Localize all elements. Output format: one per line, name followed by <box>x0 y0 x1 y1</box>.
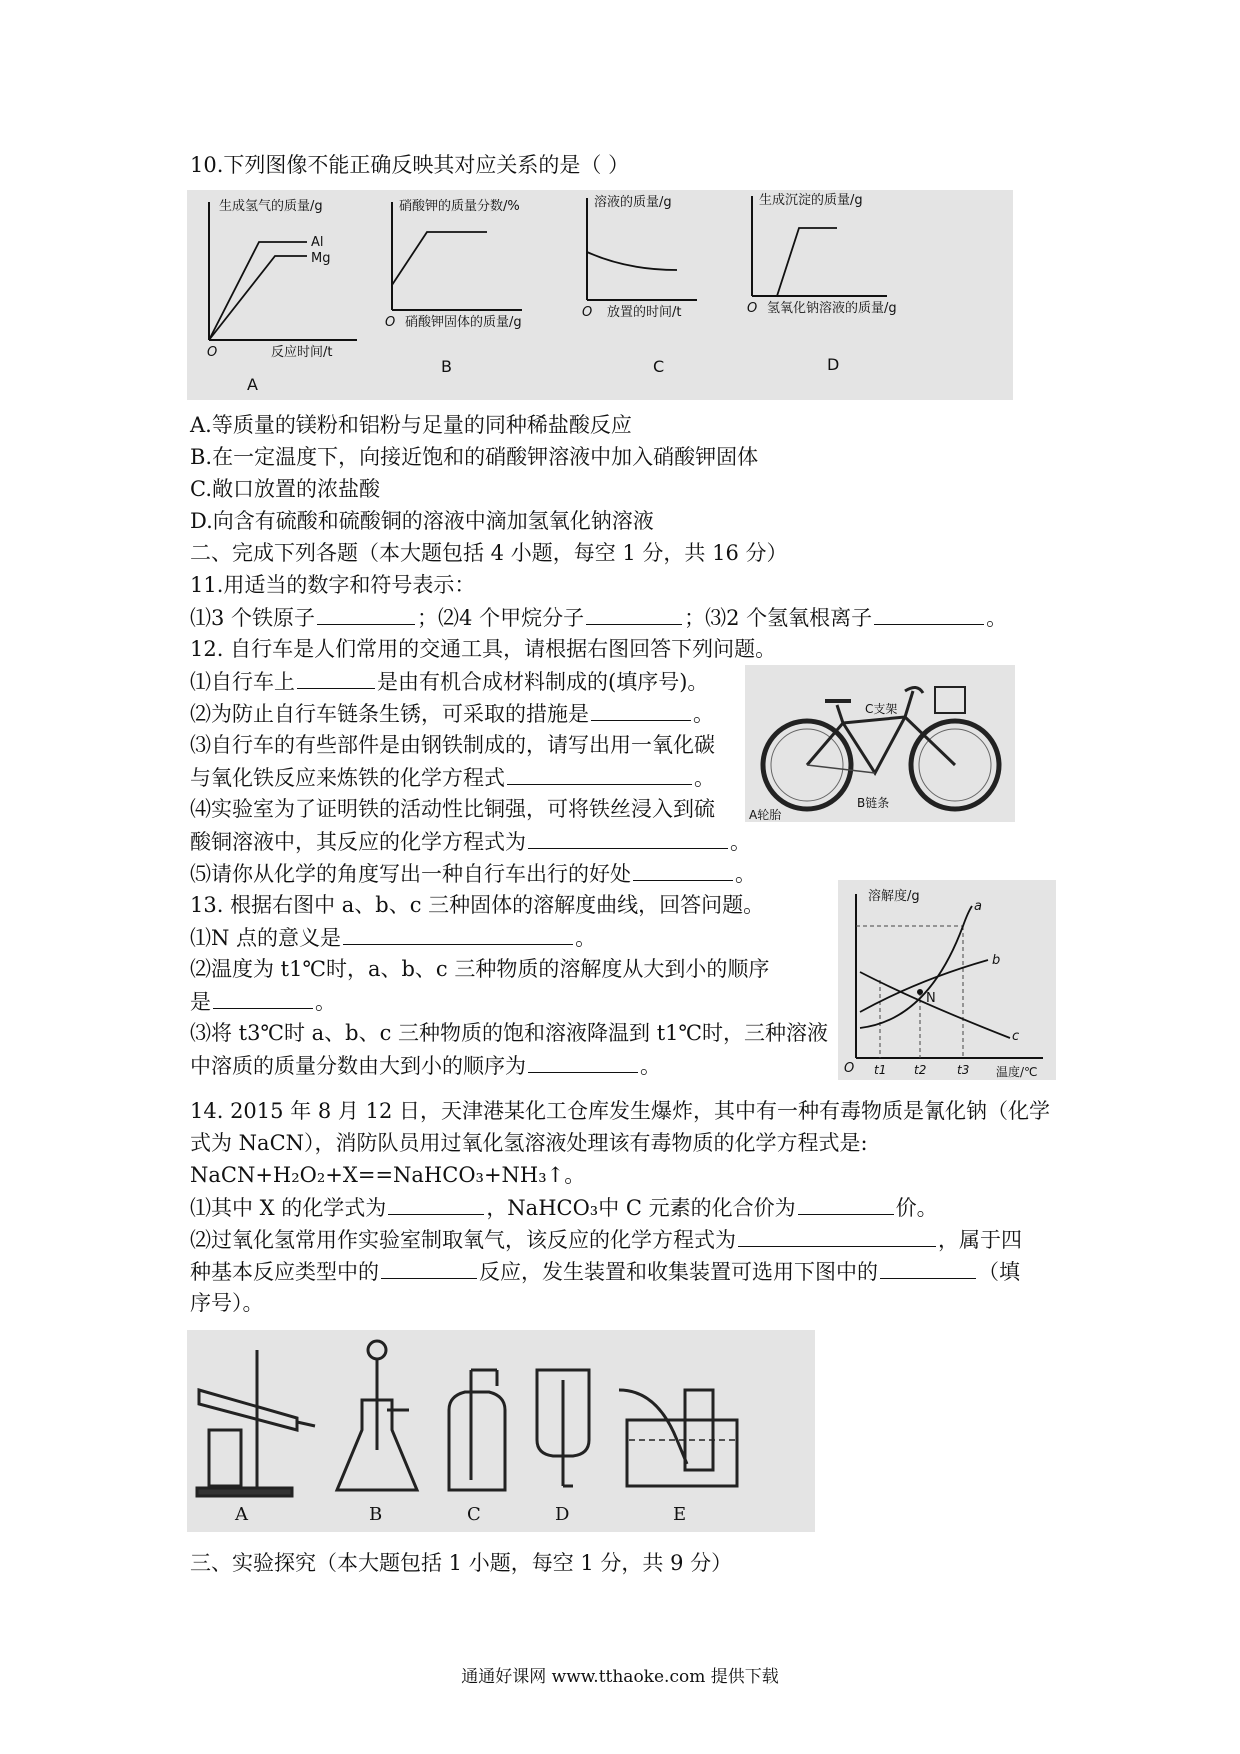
q13-stem: 13. 根据右图中 a、b、c 三种固体的溶解度曲线，回答问题。 <box>190 893 765 917</box>
q14-line1: 14. 2015 年 8 月 12 日，天津港某化工仓库发生爆炸，其中有一种有毒物质是氰化钠（化学 <box>190 1099 1050 1123</box>
q13-line3 <box>190 986 336 1017</box>
q13-blank2 <box>213 986 313 1009</box>
bike-label-chain: B链条 <box>857 796 890 810</box>
page-footer: 通通好课网 www.tthaoke.com 提供下载 <box>461 1667 779 1687</box>
graph-c-ylabel: 溶液的质量/g <box>594 195 672 210</box>
apparatus-figure <box>187 1330 815 1532</box>
q12-line4 <box>190 762 715 793</box>
q11-part3: ；⑶2 个氢氧根离子 <box>684 606 873 630</box>
q12-line5: ⑷实验室为了证明铁的活动性比铜强，可将铁丝浸入到硫 <box>190 797 715 821</box>
q14-l5b: ，属于四 <box>938 1228 1022 1252</box>
q12-dot4: 。 <box>730 830 751 854</box>
graph-b-letter: B <box>441 357 452 376</box>
q12-l7: ⑸请你从化学的角度写出一种自行车出行的好处 <box>190 862 631 886</box>
q13-blank1 <box>343 922 573 945</box>
graph-c-xlabel: 放置的时间/t <box>607 305 682 320</box>
q11-part2: ；⑵4 个甲烷分子 <box>417 606 585 630</box>
q13-line2: ⑵温度为 t1℃时，a、b、c 三种物质的溶解度从大到小的顺序 <box>190 957 770 981</box>
q12-stem: 12. 自行车是人们常用的交通工具，请根据右图回答下列问题。 <box>190 637 777 661</box>
q11-end: 。 <box>986 606 1008 630</box>
q12-l6: 酸铜溶液中，其反应的化学方程式为 <box>190 830 526 854</box>
q12-l1a: ⑴自行车上 <box>190 670 295 694</box>
sol-tick-t3: t3 <box>957 1063 970 1077</box>
q14-l6a: 种基本反应类型中的 <box>190 1260 379 1284</box>
apparatus-label-d: D <box>555 1504 570 1525</box>
apparatus-label-b: B <box>369 1504 383 1525</box>
bike-label-tire: A轮胎 <box>749 808 782 822</box>
sol-origin: O <box>844 1061 855 1076</box>
q14-line2: 式为 NaCN），消防队员用过氧化氢溶液处理该有毒物质的化学方程式是: <box>190 1131 868 1155</box>
graph-d-letter: D <box>827 355 840 374</box>
q13-line5 <box>190 1050 661 1081</box>
q14-blank4 <box>381 1256 477 1279</box>
graph-c-letter: C <box>653 357 665 376</box>
apparatus-e <box>619 1390 737 1486</box>
graph-a-letter: A <box>247 375 258 394</box>
q11-blank1 <box>317 602 415 625</box>
graph-c-origin: O <box>582 305 593 320</box>
q11-blank3 <box>874 602 984 625</box>
graph-d <box>747 192 897 374</box>
q10-stem: 10.下列图像不能正确反映其对应关系的是（ ） <box>190 153 630 177</box>
graph-a-series-mg: Mg <box>311 251 331 266</box>
graph-a-origin: O <box>207 345 218 360</box>
q13-blank3 <box>528 1050 638 1073</box>
graph-d-ylabel: 生成沉淀的质量/g <box>759 193 863 208</box>
q14-l4b: ，NaHCO₃中 C 元素的化合价为 <box>486 1196 796 1220</box>
q12-dot3: 。 <box>694 766 715 790</box>
q10-option-a: A.等质量的镁粉和铝粉与足量的同种稀盐酸反应 <box>190 413 632 437</box>
q13-dot2: 。 <box>315 990 336 1014</box>
q12-dot2: 。 <box>693 702 714 726</box>
q12-blank3 <box>507 762 692 785</box>
q11-part1: ⑴3 个铁原子 <box>190 606 316 630</box>
graph-d-xlabel: 氢氧化钠溶液的质量/g <box>767 301 897 316</box>
sol-curve-c: c <box>1012 1029 1020 1044</box>
sol-curve-b: b <box>992 953 1001 968</box>
q14-l6b: 反应，发生装置和收集装置可选用下图中的 <box>479 1260 878 1284</box>
solubility-figure <box>838 880 1056 1080</box>
graph-d-origin: O <box>747 301 758 316</box>
q12-dot5: 。 <box>735 862 756 886</box>
q12-blank5 <box>633 858 733 881</box>
q14-blank1 <box>388 1192 484 1215</box>
sol-point-n: N <box>926 991 936 1006</box>
q14-l4a: ⑴其中 X 的化学式为 <box>190 1196 387 1220</box>
q12-line2 <box>190 698 714 729</box>
graph-a <box>207 198 357 394</box>
q12-line6 <box>190 826 751 857</box>
sol-tick-t1: t1 <box>874 1063 887 1077</box>
q14-blank2 <box>798 1192 894 1215</box>
sol-curve-a: a <box>974 899 982 914</box>
graph-a-series-al: Al <box>311 235 324 250</box>
apparatus-b <box>337 1341 417 1490</box>
q12-blank4 <box>528 826 728 849</box>
q14-line6 <box>190 1256 1020 1287</box>
q11-line <box>190 602 1007 633</box>
q14-line4 <box>190 1192 938 1223</box>
graph-a-ylabel: 生成氢气的质量/g <box>219 199 323 214</box>
graph-b <box>385 198 522 376</box>
q14-l5a: ⑵过氧化氢常用作实验室制取氧气，该反应的化学方程式为 <box>190 1228 736 1252</box>
q14-blank3 <box>738 1224 936 1247</box>
q14-l4c: 价。 <box>895 1196 938 1220</box>
graph-b-ylabel: 硝酸钾的质量分数/% <box>399 199 520 214</box>
q12-l4: 与氧化铁反应来炼铁的化学方程式 <box>190 766 505 790</box>
q10-graphs-figure <box>187 190 1013 400</box>
q13-l5: 中溶质的质量分数由大到小的顺序为 <box>190 1054 526 1078</box>
q12-line3: ⑶自行车的有些部件是由钢铁制成的，请写出用一氧化碳 <box>190 733 715 757</box>
q14-l6c: （填 <box>978 1260 1020 1284</box>
apparatus-a <box>197 1350 315 1496</box>
q13-line4: ⑶将 t3℃时 a、b、c 三种物质的饱和溶液降温到 t1℃时，三种溶液 <box>190 1021 829 1045</box>
q12-l1b: 是由有机合成材料制成的(填序号)。 <box>377 670 709 694</box>
q13-line1 <box>190 922 596 953</box>
q13-l1: ⑴N 点的意义是 <box>190 926 342 950</box>
q10-option-b: B.在一定温度下，向接近饱和的硝酸钾溶液中加入硝酸钾固体 <box>190 445 759 469</box>
q12-blank2 <box>591 698 691 721</box>
sol-ylabel: 溶解度/g <box>868 889 920 904</box>
apparatus-c <box>449 1370 505 1490</box>
bicycle-figure <box>745 665 1015 822</box>
section3-heading: 三、实验探究（本大题包括 1 小题，每空 1 分，共 9 分） <box>190 1551 733 1575</box>
q12-line7 <box>190 858 756 889</box>
q14-equation: NaCN+H₂O₂+X==NaHCO₃+NH₃↑。 <box>190 1163 586 1187</box>
sol-tick-t2: t2 <box>914 1063 927 1077</box>
q13-l3: 是 <box>190 990 211 1014</box>
sol-xlabel: 温度/℃ <box>996 1065 1038 1079</box>
graph-c <box>582 194 697 376</box>
bike-label-frame: C支架 <box>865 702 898 716</box>
q13-dot1: 。 <box>575 926 597 950</box>
graph-b-origin: O <box>385 315 396 330</box>
q10-option-c: C.敞口放置的浓盐酸 <box>190 477 380 501</box>
q14-line5 <box>190 1224 1022 1255</box>
apparatus-d <box>537 1370 589 1486</box>
q12-l2: ⑵为防止自行车链条生锈，可采取的措施是 <box>190 702 589 726</box>
apparatus-label-c: C <box>467 1504 481 1525</box>
q11-blank2 <box>586 602 682 625</box>
graph-a-xlabel: 反应时间/t <box>271 345 333 360</box>
apparatus-label-a: A <box>235 1504 248 1525</box>
graph-b-xlabel: 硝酸钾固体的质量/g <box>405 315 522 330</box>
q14-line7: 序号）。 <box>190 1291 264 1315</box>
q11-stem: 11.用适当的数字和符号表示： <box>190 573 476 597</box>
apparatus-label-e: E <box>673 1504 687 1525</box>
q12-blank1 <box>297 666 375 689</box>
q14-blank5 <box>880 1256 976 1279</box>
section2-heading: 二、完成下列各题（本大题包括 4 小题，每空 1 分，共 16 分） <box>190 541 788 565</box>
q13-dot3: 。 <box>640 1054 661 1078</box>
q12-line1 <box>190 666 708 697</box>
q10-option-d: D.向含有硫酸和硫酸铜的溶液中滴加氢氧化钠溶液 <box>190 509 654 533</box>
